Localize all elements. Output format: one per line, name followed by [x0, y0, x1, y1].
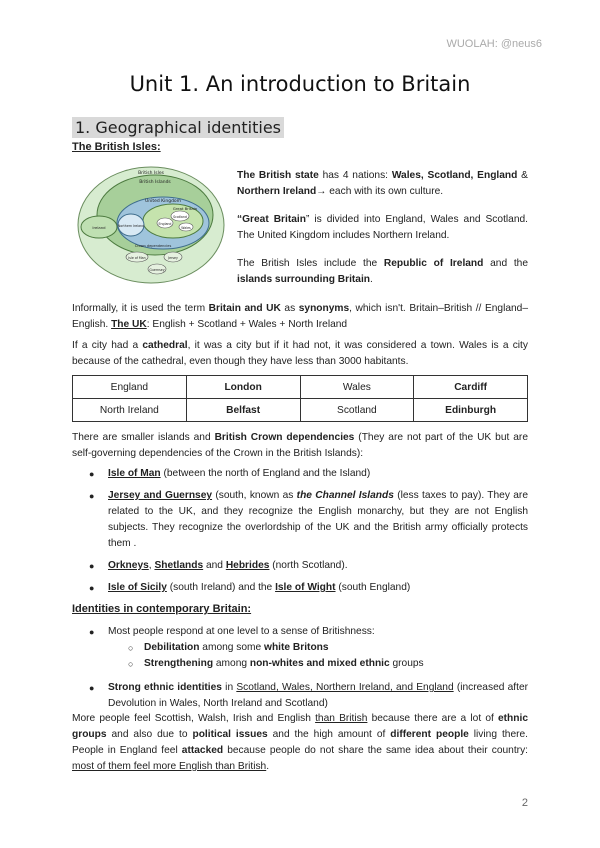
- british-isles-paragraph: The British Isles include the Republic of Ireland and the islands surrounding Britain.: [237, 258, 529, 285]
- table-cell: Cardiff: [414, 376, 528, 399]
- capitals-table: [72, 375, 528, 422]
- list-item: ○ Strengthening among non-whites and mixed ethnic groups: [128, 658, 424, 669]
- table-row: [73, 399, 528, 422]
- table-cell: London: [186, 376, 300, 399]
- page-title: Unit 1. An introduction to Britain: [129, 72, 471, 96]
- table-cell: Scotland: [300, 399, 414, 422]
- list-item: ● Isle of Sicily (south Ireland) and the Isle of Wight (south England): [89, 582, 411, 593]
- crown-dependencies-list: [72, 466, 528, 596]
- page-number: 2: [521, 797, 528, 809]
- table-cell: Belfast: [186, 399, 300, 422]
- list-item: ● Orkneys, Shetlands and Hebrides (north Scotland).: [89, 560, 348, 571]
- diagram-label-ni: Northern Ireland: [117, 224, 145, 228]
- diagram-label-uk: United Kingdom: [144, 199, 182, 204]
- diagram-label-wales: Wales: [181, 226, 191, 230]
- list-item: ● Jersey and Guernsey (south, known as the Channel Islands (less taxes to pay). They are related to the UK, and they recognize the English monarchy, but they are not English subjects. They recognize the overlordship of the UK and the British army officially protects them .: [89, 490, 528, 549]
- list-item: ● Most people respond at one level to a sense of Britishness: ○ Debilitation among some white Britons ○ Strengthening among non-whites and mixed ethnic groups: [72, 624, 528, 672]
- table-cell: Edinburgh: [414, 399, 528, 422]
- crown-dependencies-paragraph: There are smaller islands and British Crown dependencies (They are not part of the UK but are self-governing dependencies of the Crown in the British Islands):: [72, 432, 528, 459]
- table-cell: England: [73, 376, 187, 399]
- diagram-label-jersey: Jersey: [168, 256, 178, 260]
- diagram-label-gb: Great Britain: [172, 206, 198, 211]
- isles-heading: The British Isles:: [72, 141, 161, 153]
- informal-paragraph: Informally, it is used the term Britain and UK as synonyms, which isn't. Britain–British // England–English. The UK: English + Scotland + Wales + North Ireland: [72, 303, 528, 330]
- list-item: ● Strong ethnic identities in Scotland, Wales, Northern Ireland, and England (increased after Devolution in Wales, North Ireland and Scotland): [89, 682, 528, 709]
- table-cell: Wales: [300, 376, 414, 399]
- great-britain-paragraph: “Great Britain” is divided into England, Wales and Scotland. The United Kingdom includes Northern Ireland.: [237, 214, 528, 241]
- section-heading: 1. Geographical identities: [72, 117, 284, 138]
- table-row: [73, 376, 528, 399]
- diagram-label-guernsey: Guernsey: [149, 268, 165, 272]
- cathedral-paragraph: If a city had a cathedral, it was a city but if it had not, it was considered a town. Wales is a city because of the cathedral, even though they have less than 3000 habitants.: [72, 340, 528, 367]
- table-cell: North Ireland: [73, 399, 187, 422]
- diagram-label-crown: Crown dependencies: [134, 244, 172, 248]
- identities-list: [72, 624, 528, 712]
- british-state-paragraph: The British state has 4 nations: Wales, Scotland, England & Northern Ireland→ each with its own culture.: [237, 170, 528, 197]
- diagram-label-isles: British Islands: [139, 180, 171, 185]
- diagram-label-scotland: Scotland: [173, 215, 187, 219]
- diagram-label-outer: British Isles: [138, 171, 164, 176]
- conclusion-paragraph: More people feel Scottish, Walsh, Irish and English than British because there are a lot of ethnic groups and also due to political issues and the high amount of different people living there. People in England feel attacked because people do not share the same idea about their country: most of them feel more English than British.: [72, 713, 529, 772]
- diagram-label-england: England: [158, 222, 172, 226]
- diagram-label-man: Isle of Man: [128, 256, 146, 260]
- british-isles-diagram: [77, 165, 227, 285]
- watermark: WUOLAH: @neus6: [446, 38, 542, 50]
- diagram-label-ireland: Ireland: [92, 225, 106, 230]
- list-item: ○ Debilitation among some white Britons: [128, 642, 329, 653]
- identities-heading: Identities in contemporary Britain:: [72, 603, 252, 615]
- list-item: ● Isle of Man (between the north of England and the Island): [89, 468, 371, 479]
